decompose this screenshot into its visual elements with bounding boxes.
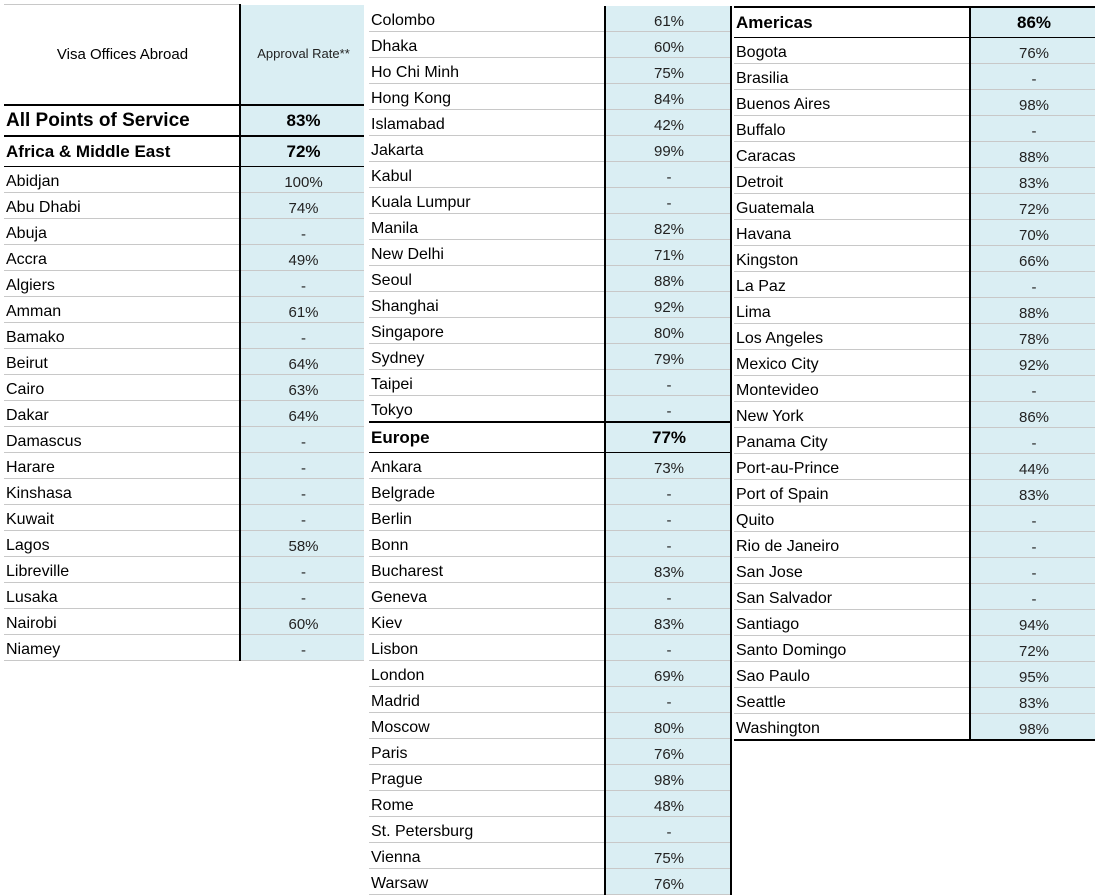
office-row bbox=[369, 765, 731, 791]
office-city: Bonn bbox=[369, 531, 605, 557]
office-row bbox=[4, 401, 364, 427]
office-city: Lagos bbox=[4, 531, 240, 557]
header-approval-rate: Approval Rate** bbox=[240, 5, 364, 106]
office-row bbox=[4, 349, 364, 375]
office-row bbox=[4, 323, 364, 349]
office-city: Berlin bbox=[369, 505, 605, 531]
office-city: Madrid bbox=[369, 687, 605, 713]
office-city: Manila bbox=[369, 214, 605, 240]
office-approval-rate: - bbox=[605, 635, 731, 661]
panel-americas bbox=[734, 6, 1095, 741]
office-city: Amman bbox=[4, 297, 240, 323]
office-city: Taipei bbox=[369, 370, 605, 396]
office-row bbox=[369, 505, 731, 531]
office-city: Rome bbox=[369, 791, 605, 817]
office-approval-rate: 48% bbox=[605, 791, 731, 817]
office-list-europe bbox=[369, 453, 731, 895]
office-city: Bamako bbox=[4, 323, 240, 349]
office-row bbox=[369, 188, 731, 214]
office-row bbox=[369, 453, 731, 479]
office-city: Abuja bbox=[4, 219, 240, 245]
office-approval-rate: - bbox=[605, 188, 731, 214]
office-approval-rate: - bbox=[605, 583, 731, 609]
office-city: La Paz bbox=[734, 272, 970, 298]
office-city: Beirut bbox=[4, 349, 240, 375]
office-city: San Salvador bbox=[734, 584, 970, 610]
office-row bbox=[4, 583, 364, 609]
office-row bbox=[369, 318, 731, 344]
office-row bbox=[734, 272, 1095, 298]
office-approval-rate: 71% bbox=[605, 240, 731, 266]
office-city: Moscow bbox=[369, 713, 605, 739]
office-city: Seattle bbox=[734, 688, 970, 714]
office-approval-rate: - bbox=[240, 479, 364, 505]
office-approval-rate: - bbox=[970, 272, 1095, 298]
office-city: Jakarta bbox=[369, 136, 605, 162]
region-name: Americas bbox=[734, 7, 970, 38]
office-row bbox=[369, 531, 731, 557]
office-approval-rate: - bbox=[240, 635, 364, 661]
office-approval-rate: - bbox=[605, 817, 731, 843]
office-row bbox=[4, 271, 364, 297]
office-row bbox=[734, 480, 1095, 506]
office-row bbox=[4, 375, 364, 401]
office-city: Sydney bbox=[369, 344, 605, 370]
office-approval-rate: 98% bbox=[970, 90, 1095, 116]
office-row bbox=[369, 84, 731, 110]
office-city: Colombo bbox=[369, 6, 605, 32]
office-city: Lisbon bbox=[369, 635, 605, 661]
office-row bbox=[369, 635, 731, 661]
office-approval-rate: 95% bbox=[970, 662, 1095, 688]
office-city: Guatemala bbox=[734, 194, 970, 220]
office-row bbox=[4, 453, 364, 479]
office-approval-rate: 76% bbox=[970, 38, 1095, 64]
office-city: Kuala Lumpur bbox=[369, 188, 605, 214]
office-approval-rate: - bbox=[605, 531, 731, 557]
office-approval-rate: 61% bbox=[605, 6, 731, 32]
office-row bbox=[4, 479, 364, 505]
all-points-row bbox=[4, 105, 364, 136]
office-city: London bbox=[369, 661, 605, 687]
office-approval-rate: 75% bbox=[605, 58, 731, 84]
office-row bbox=[369, 370, 731, 396]
office-approval-rate: - bbox=[605, 370, 731, 396]
office-approval-rate: 76% bbox=[605, 739, 731, 765]
office-row bbox=[369, 739, 731, 765]
office-row bbox=[369, 240, 731, 266]
office-approval-rate: - bbox=[970, 376, 1095, 402]
header-row bbox=[4, 5, 364, 106]
office-city: Hong Kong bbox=[369, 84, 605, 110]
region-row bbox=[734, 7, 1095, 38]
office-city: Kinshasa bbox=[4, 479, 240, 505]
header-offices: Visa Offices Abroad bbox=[4, 5, 240, 106]
office-approval-rate: 74% bbox=[240, 193, 364, 219]
office-row bbox=[734, 194, 1095, 220]
office-approval-rate: - bbox=[970, 558, 1095, 584]
office-city: St. Petersburg bbox=[369, 817, 605, 843]
office-approval-rate: 49% bbox=[240, 245, 364, 271]
office-row bbox=[4, 635, 364, 661]
office-approval-rate: 92% bbox=[605, 292, 731, 318]
office-city: San Jose bbox=[734, 558, 970, 584]
office-city: Brasilia bbox=[734, 64, 970, 90]
office-city: Bogota bbox=[734, 38, 970, 64]
office-row bbox=[4, 427, 364, 453]
office-row bbox=[369, 713, 731, 739]
office-row bbox=[734, 376, 1095, 402]
office-row bbox=[4, 193, 364, 219]
office-city: New Delhi bbox=[369, 240, 605, 266]
office-row bbox=[4, 167, 364, 193]
office-row bbox=[369, 214, 731, 240]
office-row bbox=[369, 479, 731, 505]
office-row bbox=[734, 220, 1095, 246]
office-city: Kuwait bbox=[4, 505, 240, 531]
office-list-americas bbox=[734, 38, 1095, 741]
office-row bbox=[734, 688, 1095, 714]
office-city: Ankara bbox=[369, 453, 605, 479]
office-row bbox=[734, 90, 1095, 116]
office-approval-rate: 92% bbox=[970, 350, 1095, 376]
office-row bbox=[369, 32, 731, 58]
office-city: Abidjan bbox=[4, 167, 240, 193]
office-city: Paris bbox=[369, 739, 605, 765]
office-city: Washington bbox=[734, 714, 970, 741]
office-city: Singapore bbox=[369, 318, 605, 344]
office-approval-rate: 82% bbox=[605, 214, 731, 240]
office-approval-rate: - bbox=[605, 505, 731, 531]
office-row bbox=[4, 245, 364, 271]
office-city: New York bbox=[734, 402, 970, 428]
office-approval-rate: - bbox=[970, 584, 1095, 610]
office-city: Libreville bbox=[4, 557, 240, 583]
office-city: Vienna bbox=[369, 843, 605, 869]
office-approval-rate: 64% bbox=[240, 349, 364, 375]
office-approval-rate: 84% bbox=[605, 84, 731, 110]
office-approval-rate: - bbox=[970, 428, 1095, 454]
office-approval-rate: 80% bbox=[605, 713, 731, 739]
all-points-rate: 83% bbox=[240, 105, 364, 136]
office-approval-rate: 83% bbox=[970, 480, 1095, 506]
office-approval-rate: - bbox=[970, 116, 1095, 142]
office-approval-rate: 88% bbox=[605, 266, 731, 292]
office-row bbox=[734, 402, 1095, 428]
office-city: Geneva bbox=[369, 583, 605, 609]
office-city: Buenos Aires bbox=[734, 90, 970, 116]
office-row bbox=[734, 142, 1095, 168]
office-row bbox=[369, 110, 731, 136]
office-city: Ho Chi Minh bbox=[369, 58, 605, 84]
office-city: Seoul bbox=[369, 266, 605, 292]
office-row bbox=[734, 116, 1095, 142]
office-city: Mexico City bbox=[734, 350, 970, 376]
office-row bbox=[369, 583, 731, 609]
office-approval-rate: - bbox=[970, 506, 1095, 532]
office-approval-rate: 66% bbox=[970, 246, 1095, 272]
region-rate: 86% bbox=[970, 7, 1095, 38]
office-row bbox=[734, 324, 1095, 350]
office-approval-rate: - bbox=[240, 453, 364, 479]
office-approval-rate: - bbox=[240, 505, 364, 531]
office-city: Harare bbox=[4, 453, 240, 479]
office-city: Algiers bbox=[4, 271, 240, 297]
office-row bbox=[4, 505, 364, 531]
office-city: Santo Domingo bbox=[734, 636, 970, 662]
office-row bbox=[734, 506, 1095, 532]
office-row bbox=[4, 609, 364, 635]
office-row bbox=[369, 58, 731, 84]
office-approval-rate: - bbox=[605, 162, 731, 188]
office-approval-rate: 83% bbox=[970, 168, 1095, 194]
office-row bbox=[369, 396, 731, 423]
region-rate: 72% bbox=[240, 136, 364, 167]
office-approval-rate: - bbox=[240, 557, 364, 583]
office-row bbox=[734, 662, 1095, 688]
office-approval-rate: 88% bbox=[970, 298, 1095, 324]
office-approval-rate: 100% bbox=[240, 167, 364, 193]
office-row bbox=[734, 714, 1095, 741]
office-row bbox=[734, 428, 1095, 454]
office-row bbox=[734, 168, 1095, 194]
office-city: Nairobi bbox=[4, 609, 240, 635]
office-row bbox=[734, 558, 1095, 584]
region-name: Africa & Middle East bbox=[4, 136, 240, 167]
office-city: Montevideo bbox=[734, 376, 970, 402]
office-city: Damascus bbox=[4, 427, 240, 453]
office-approval-rate: - bbox=[605, 479, 731, 505]
office-approval-rate: 70% bbox=[970, 220, 1095, 246]
office-row bbox=[369, 791, 731, 817]
office-city: Bucharest bbox=[369, 557, 605, 583]
office-row bbox=[734, 636, 1095, 662]
office-approval-rate: - bbox=[970, 532, 1095, 558]
office-row bbox=[4, 557, 364, 583]
office-row bbox=[369, 609, 731, 635]
office-approval-rate: 69% bbox=[605, 661, 731, 687]
office-approval-rate: - bbox=[605, 396, 731, 423]
office-city: Buffalo bbox=[734, 116, 970, 142]
office-approval-rate: 78% bbox=[970, 324, 1095, 350]
office-approval-rate: 83% bbox=[605, 557, 731, 583]
office-approval-rate: 98% bbox=[605, 765, 731, 791]
office-row bbox=[369, 817, 731, 843]
office-city: Sao Paulo bbox=[734, 662, 970, 688]
office-row bbox=[369, 292, 731, 318]
office-city: Quito bbox=[734, 506, 970, 532]
office-row bbox=[734, 64, 1095, 90]
office-row bbox=[369, 661, 731, 687]
office-approval-rate: 88% bbox=[970, 142, 1095, 168]
office-approval-rate: 63% bbox=[240, 375, 364, 401]
office-approval-rate: - bbox=[240, 583, 364, 609]
office-city: Cairo bbox=[4, 375, 240, 401]
office-city: Dhaka bbox=[369, 32, 605, 58]
approval-table-2 bbox=[369, 6, 732, 895]
region-name: Europe bbox=[369, 422, 605, 453]
office-row bbox=[4, 531, 364, 557]
office-approval-rate: - bbox=[240, 427, 364, 453]
office-city: Belgrade bbox=[369, 479, 605, 505]
office-approval-rate: 58% bbox=[240, 531, 364, 557]
office-row bbox=[734, 610, 1095, 636]
office-city: Port of Spain bbox=[734, 480, 970, 506]
office-row bbox=[369, 266, 731, 292]
office-city: Prague bbox=[369, 765, 605, 791]
office-approval-rate: 83% bbox=[970, 688, 1095, 714]
approval-table-3 bbox=[734, 6, 1095, 741]
office-city: Rio de Janeiro bbox=[734, 532, 970, 558]
office-row bbox=[734, 454, 1095, 480]
region-row bbox=[4, 136, 364, 167]
office-city: Panama City bbox=[734, 428, 970, 454]
office-row bbox=[369, 869, 731, 895]
office-approval-rate: 86% bbox=[970, 402, 1095, 428]
office-approval-rate: 72% bbox=[970, 194, 1095, 220]
office-city: Port-au-Prince bbox=[734, 454, 970, 480]
office-approval-rate: 42% bbox=[605, 110, 731, 136]
office-approval-rate: 64% bbox=[240, 401, 364, 427]
all-points-label: All Points of Service bbox=[4, 105, 240, 136]
office-row bbox=[734, 350, 1095, 376]
office-row bbox=[369, 687, 731, 713]
office-city: Warsaw bbox=[369, 869, 605, 895]
office-approval-rate: - bbox=[240, 323, 364, 349]
office-row bbox=[734, 246, 1095, 272]
office-row bbox=[4, 219, 364, 245]
office-row bbox=[734, 38, 1095, 64]
office-approval-rate: 60% bbox=[605, 32, 731, 58]
panel-africa-middle-east bbox=[4, 4, 364, 661]
panel-asia-europe bbox=[369, 6, 731, 895]
office-approval-rate: - bbox=[970, 64, 1095, 90]
office-approval-rate: 75% bbox=[605, 843, 731, 869]
office-city: Kingston bbox=[734, 246, 970, 272]
office-row bbox=[734, 584, 1095, 610]
office-approval-rate: - bbox=[240, 219, 364, 245]
office-row bbox=[369, 162, 731, 188]
office-city: Tokyo bbox=[369, 396, 605, 423]
office-row bbox=[369, 6, 731, 32]
office-approval-rate: 83% bbox=[605, 609, 731, 635]
office-approval-rate: 76% bbox=[605, 869, 731, 895]
office-city: Abu Dhabi bbox=[4, 193, 240, 219]
office-city: Dakar bbox=[4, 401, 240, 427]
office-approval-rate: 60% bbox=[240, 609, 364, 635]
region-row bbox=[369, 422, 731, 453]
office-city: Islamabad bbox=[369, 110, 605, 136]
office-approval-rate: 44% bbox=[970, 454, 1095, 480]
office-list-africa bbox=[4, 167, 364, 661]
office-city: Caracas bbox=[734, 142, 970, 168]
office-city: Shanghai bbox=[369, 292, 605, 318]
office-row bbox=[369, 344, 731, 370]
office-city: Lusaka bbox=[4, 583, 240, 609]
office-approval-rate: 72% bbox=[970, 636, 1095, 662]
office-row bbox=[369, 843, 731, 869]
office-city: Santiago bbox=[734, 610, 970, 636]
office-city: Havana bbox=[734, 220, 970, 246]
office-row bbox=[369, 557, 731, 583]
office-row bbox=[734, 532, 1095, 558]
office-approval-rate: 80% bbox=[605, 318, 731, 344]
office-approval-rate: 98% bbox=[970, 714, 1095, 741]
office-approval-rate: - bbox=[240, 271, 364, 297]
office-approval-rate: 61% bbox=[240, 297, 364, 323]
office-approval-rate: - bbox=[605, 687, 731, 713]
office-city: Kiev bbox=[369, 609, 605, 635]
office-city: Lima bbox=[734, 298, 970, 324]
office-approval-rate: 79% bbox=[605, 344, 731, 370]
office-city: Kabul bbox=[369, 162, 605, 188]
office-row bbox=[369, 136, 731, 162]
office-city: Detroit bbox=[734, 168, 970, 194]
office-city: Niamey bbox=[4, 635, 240, 661]
approval-table-1 bbox=[4, 4, 364, 661]
region-rate: 77% bbox=[605, 422, 731, 453]
office-row bbox=[4, 297, 364, 323]
office-approval-rate: 94% bbox=[970, 610, 1095, 636]
office-city: Accra bbox=[4, 245, 240, 271]
office-list-asia bbox=[369, 6, 731, 422]
office-approval-rate: 99% bbox=[605, 136, 731, 162]
office-city: Los Angeles bbox=[734, 324, 970, 350]
office-row bbox=[734, 298, 1095, 324]
office-approval-rate: 73% bbox=[605, 453, 731, 479]
